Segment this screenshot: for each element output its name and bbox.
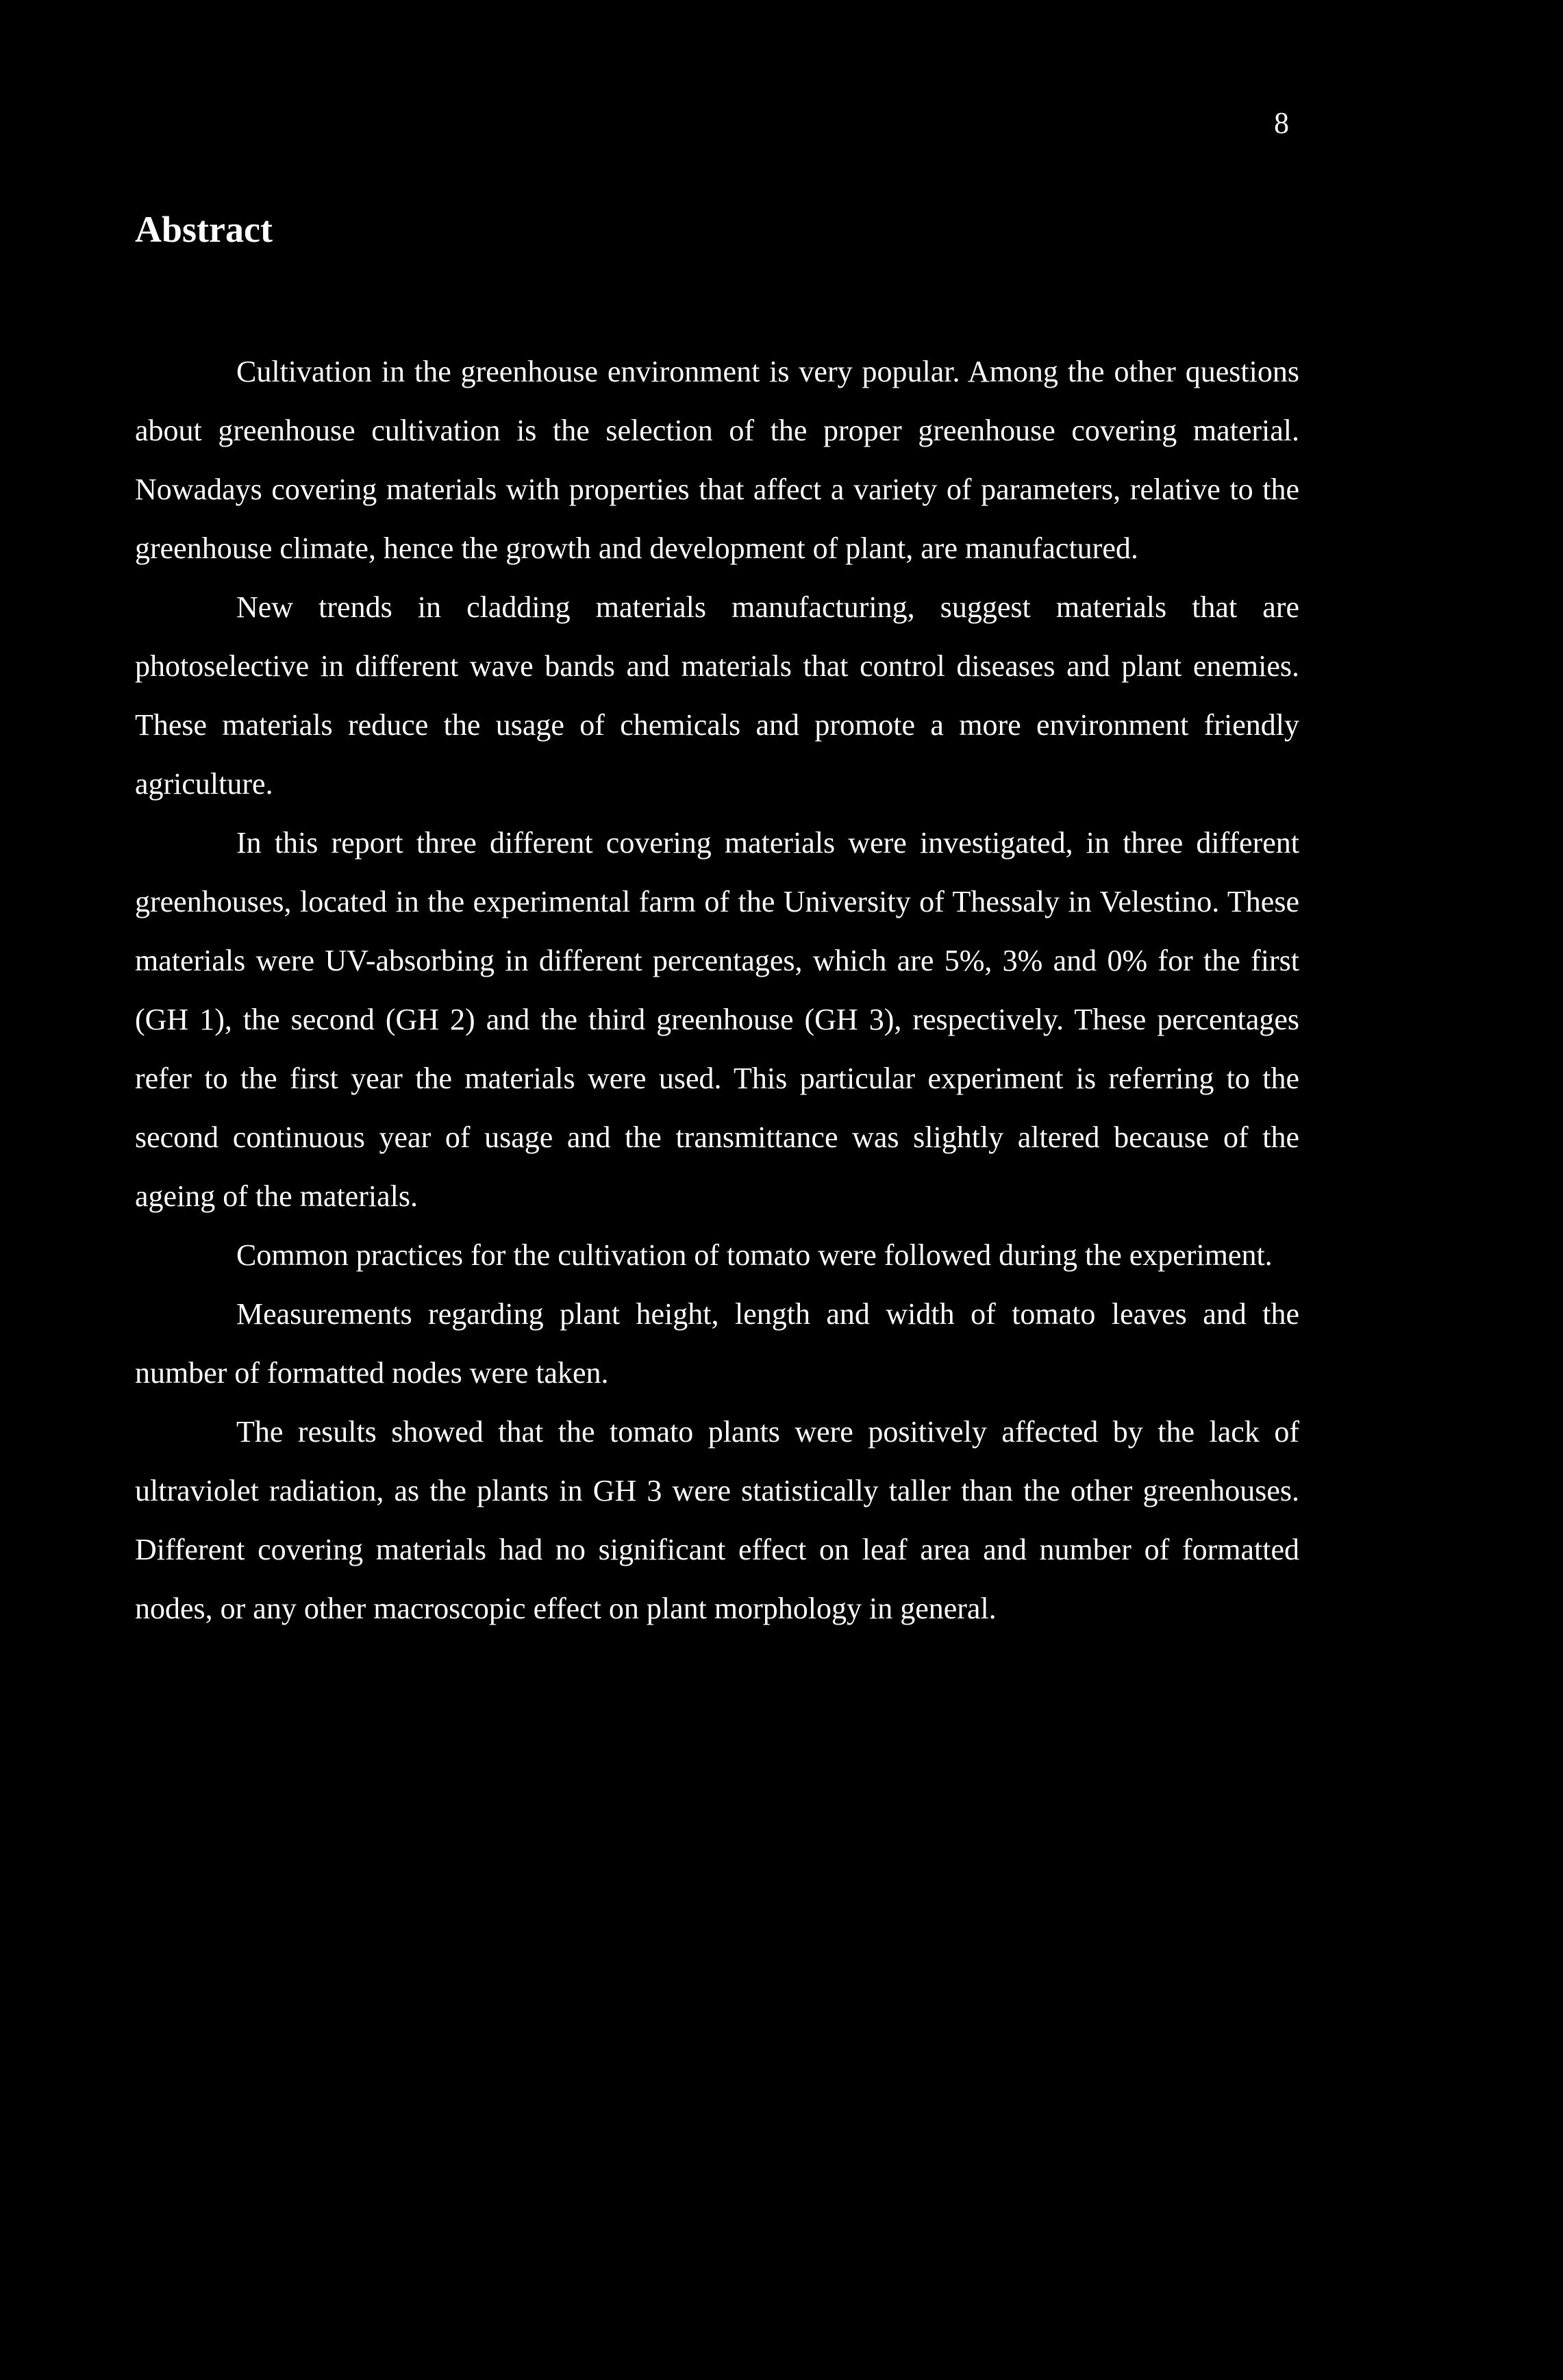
section-heading: Abstract: [135, 209, 273, 250]
paragraph: The results showed that the tomato plants were positively affected by the lack of ultraviolet radiation, as the plants in GH 3 were statistically taller than the other greenhouses. Different covering materials had no significant effect on leaf area and number of formatted nodes, or any other macroscopic effect on plant morphology in general.: [135, 1415, 1299, 1625]
paragraph: In this report three different covering materials were investigated, in three different greenhouses, located in the experimental farm of the University of Thessaly in Velestino. These materials were UV-absorbing in different percentages, which are 5%, 3% and 0% for the first (GH 1), the second (GH 2) and the third greenhouse (GH 3), respectively. These percentages refer to the first year the materials were used. This particular experiment is referring to the second continuous year of usage and the transmittance was slightly altered because of the ageing of the materials.: [135, 826, 1299, 1213]
paragraph: Cultivation in the greenhouse environment is very popular. Among the other questions about greenhouse cultivation is the selection of the proper greenhouse covering material. Nowadays covering materials with properties that affect a variety of parameters, relative to the greenhouse climate, hence the growth and development of plant, are manufactured.: [135, 355, 1299, 565]
paragraph: Measurements regarding plant height, length and width of tomato leaves and the number of formatted nodes were taken.: [135, 1297, 1299, 1390]
paragraph: New trends in cladding materials manufacturing, suggest materials that are photoselective in different wave bands and materials that control diseases and plant enemies. These materials reduce the usage of chemicals and promote a more environment friendly agriculture.: [135, 590, 1299, 801]
abstract-body: [135, 342, 1299, 1638]
paragraph: Common practices for the cultivation of tomato were followed during the experiment.: [236, 1238, 1273, 1272]
page-number: 8: [1274, 106, 1289, 140]
